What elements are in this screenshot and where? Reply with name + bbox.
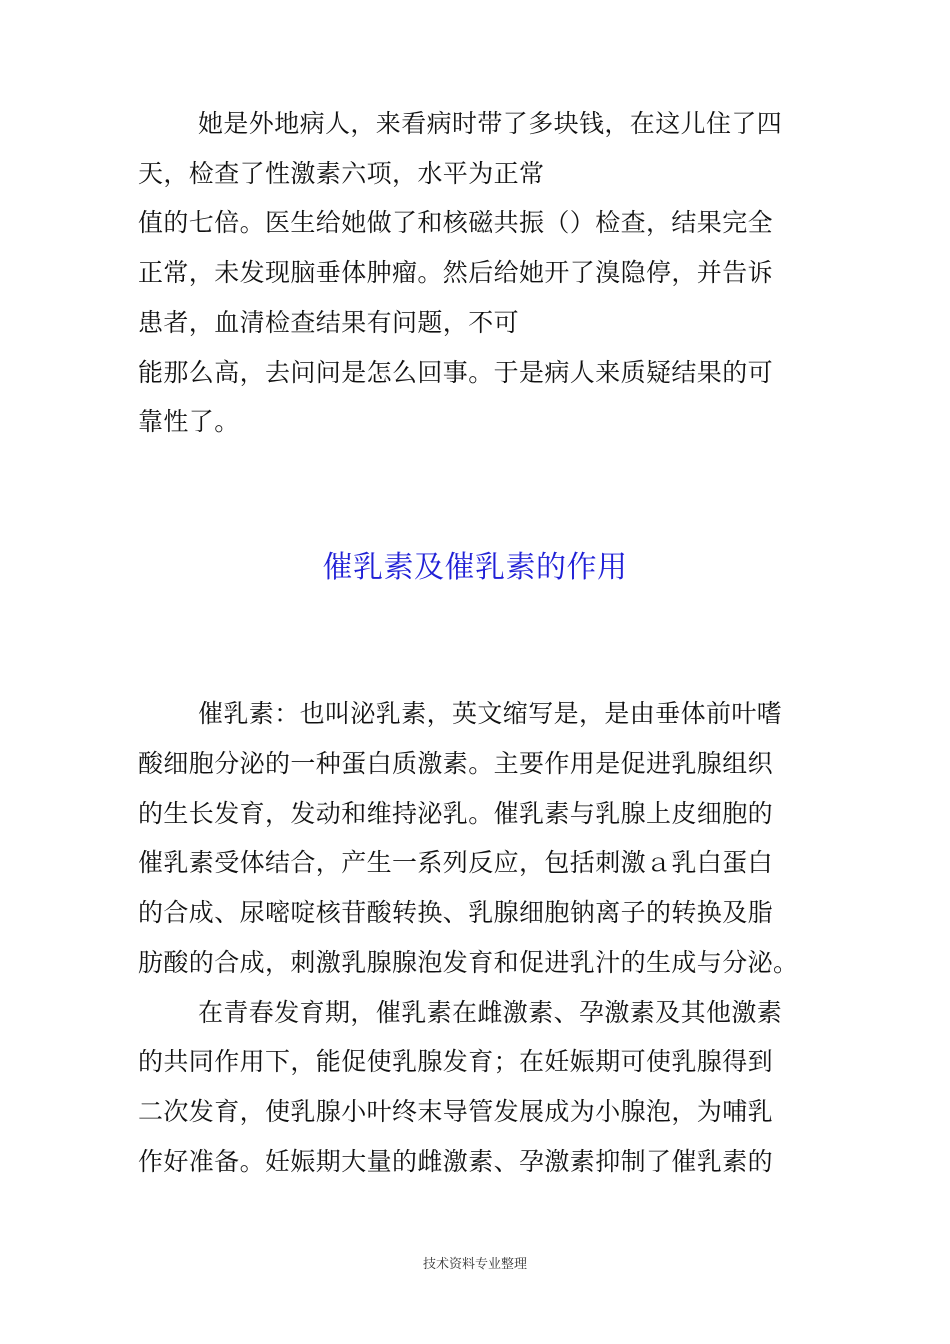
paragraph-line: 酸细胞分泌的一种蛋白质激素。主要作用是促进乳腺组织 xyxy=(138,749,774,778)
paragraph-line: 天，检查了性激素六项，水平为正常 xyxy=(138,159,545,188)
paragraph-line: 肪酸的合成，刺激乳腺腺泡发育和促进乳汁的生成与分泌。 xyxy=(138,948,799,977)
paragraph-line: 的合成、尿嘧啶核苷酸转换、乳腺细胞钠离子的转换及脂 xyxy=(138,898,774,927)
paragraph-line: 催乳素：也叫泌乳素，英文缩写是，是由垂体前叶嗜 xyxy=(198,699,783,728)
page-footer: 技术资料专业整理 xyxy=(422,1257,527,1272)
paragraph-line: 作好准备。妊娠期大量的雌激素、孕激素抑制了催乳素的 xyxy=(138,1147,774,1176)
paragraph-line: 能那么高，去问问是怎么回事。于是病人来质疑结果的可 xyxy=(138,358,774,387)
paragraph-line: 的生长发育，发动和维持泌乳。催乳素与乳腺上皮细胞的 xyxy=(138,799,774,828)
paragraph-line: 催乳素受体结合，产生一系列反应，包括刺激ａ乳白蛋白 xyxy=(138,848,774,877)
paragraph-line: 值的七倍。医生给她做了和核磁共振（）检查，结果完全 xyxy=(138,208,774,237)
section-heading: 催乳素及催乳素的作用 xyxy=(322,550,628,585)
paragraph-line: 二次发育，使乳腺小叶终末导管发展成为小腺泡，为哺乳 xyxy=(138,1097,774,1126)
paragraph-line: 她是外地病人，来看病时带了多块钱，在这儿住了四 xyxy=(198,109,783,138)
paragraph-line: 在青春发育期，催乳素在雌激素、孕激素及其他激素 xyxy=(198,998,783,1027)
paragraph-line: 的共同作用下，能促使乳腺发育；在妊娠期可使乳腺得到 xyxy=(138,1047,774,1076)
paragraph-line: 正常，未发现脑垂体肿瘤。然后给她开了溴隐停，并告诉 xyxy=(138,258,774,287)
paragraph-line: 靠性了。 xyxy=(138,407,240,436)
paragraph-line: 患者，血清检查结果有问题，不可 xyxy=(138,308,520,337)
